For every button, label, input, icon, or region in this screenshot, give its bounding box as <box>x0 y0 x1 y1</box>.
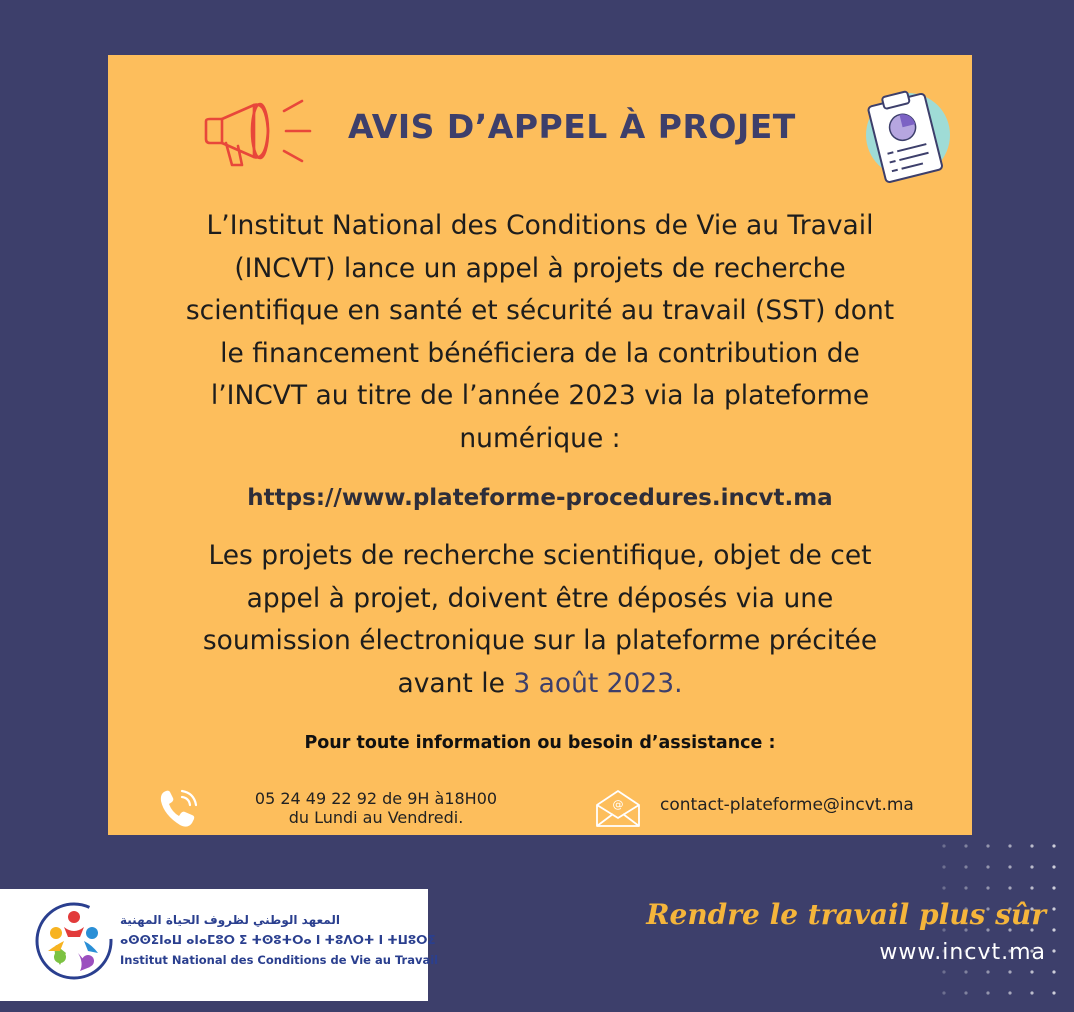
decorative-dot <box>964 970 967 973</box>
decorative-dot <box>986 886 989 889</box>
page-title: AVIS D’APPEL À PROJET <box>348 107 796 146</box>
deposit-line: Les projets de recherche scientifique, objet de cet <box>208 540 872 571</box>
decorative-dot <box>942 886 945 889</box>
decorative-dot <box>1052 865 1055 868</box>
intro-line: l’INCVT au titre de l’année 2023 via la plateforme <box>210 380 870 411</box>
decorative-dot <box>964 991 967 994</box>
decorative-dot <box>942 865 945 868</box>
phone-hours: du Lundi au Vendredi. <box>288 808 464 827</box>
decorative-dot <box>986 865 989 868</box>
intro-paragraph <box>128 205 952 460</box>
deadline-prefix: avant le <box>397 667 514 699</box>
announcement-card <box>108 55 972 835</box>
decorative-dot <box>1052 907 1055 910</box>
decorative-dot <box>1008 886 1011 889</box>
intro-line: numérique : <box>459 422 621 454</box>
assistance-heading: Pour toute information ou besoin d’assistance : <box>304 733 776 753</box>
logo-tifinagh-name: ⴰⵙⵙⵉⵏⴰⵡ ⴰⵏⴰⵎⵓⵔ ⵉ ⵜⵙⵓⵜⵔⴰ ⵏ ⵜⵓⴷⵔⵜ ⵏ ⵜⵡⵓⵔⵉ <box>120 933 436 947</box>
intro-line: scientifique en santé et sécurité au travail (SST) dont <box>185 295 895 326</box>
decorative-dot <box>986 991 989 994</box>
decorative-dot <box>1008 991 1011 994</box>
logo-arabic-name: المعهد الوطني لظروف الحياة المهنية <box>120 913 340 927</box>
deposit-paragraph <box>128 535 952 705</box>
decorative-dot <box>1008 844 1011 847</box>
deposit-line: soumission électronique sur la plateforme précitée <box>202 625 878 656</box>
decorative-dot <box>1052 844 1055 847</box>
decorative-dot <box>1008 865 1011 868</box>
intro-line: (INCVT) lance un appel à projets de recherche <box>234 252 846 284</box>
email-icon <box>594 789 642 829</box>
deposit-line: appel à projet, doivent être déposés via une <box>246 582 834 614</box>
intro-line: L’Institut National des Conditions de Vie au Travail <box>206 210 874 241</box>
clipboard-chart-icon <box>850 87 960 187</box>
decorative-dot <box>1030 865 1033 868</box>
platform-url-link[interactable]: https://www.plateforme-procedures.incvt.ma <box>247 485 833 511</box>
decorative-dot <box>1052 886 1055 889</box>
decorative-dot <box>1030 991 1033 994</box>
incvt-logo <box>0 889 439 1001</box>
decorative-dot <box>1052 949 1055 952</box>
deadline-date: 3 août 2023. <box>513 667 683 699</box>
logo-french-name: Institut National des Conditions de Vie au Travail <box>120 953 439 967</box>
decorative-dot <box>986 844 989 847</box>
decorative-dot <box>1052 991 1055 994</box>
decorative-dot <box>964 844 967 847</box>
decorative-dot <box>1008 970 1011 973</box>
decorative-dot <box>942 970 945 973</box>
decorative-dot <box>1030 970 1033 973</box>
megaphone-icon <box>196 83 326 173</box>
phone-number[interactable]: 05 24 49 22 92 de 9H à18H00 <box>254 789 498 808</box>
decorative-dot <box>964 886 967 889</box>
decorative-dot <box>1052 970 1055 973</box>
intro-line: le financement bénéficiera de la contribution de <box>220 337 860 369</box>
phone-info <box>226 789 526 827</box>
decorative-dot <box>1052 928 1055 931</box>
decorative-dot <box>1030 844 1033 847</box>
decorative-dot <box>942 991 945 994</box>
decorative-dot <box>1030 886 1033 889</box>
decorative-dot <box>986 970 989 973</box>
decorative-dot <box>964 865 967 868</box>
institute-logo-icon <box>34 901 114 981</box>
svg-text:@: @ <box>612 798 624 811</box>
tagline: Rendre le travail plus sûr <box>646 898 1046 931</box>
deadline-line <box>128 663 952 706</box>
decorative-dot <box>942 844 945 847</box>
phone-icon <box>156 785 202 831</box>
contact-email-link[interactable]: contact-plateforme@incvt.ma <box>660 795 914 815</box>
website-link[interactable]: www.incvt.ma <box>879 940 1046 965</box>
